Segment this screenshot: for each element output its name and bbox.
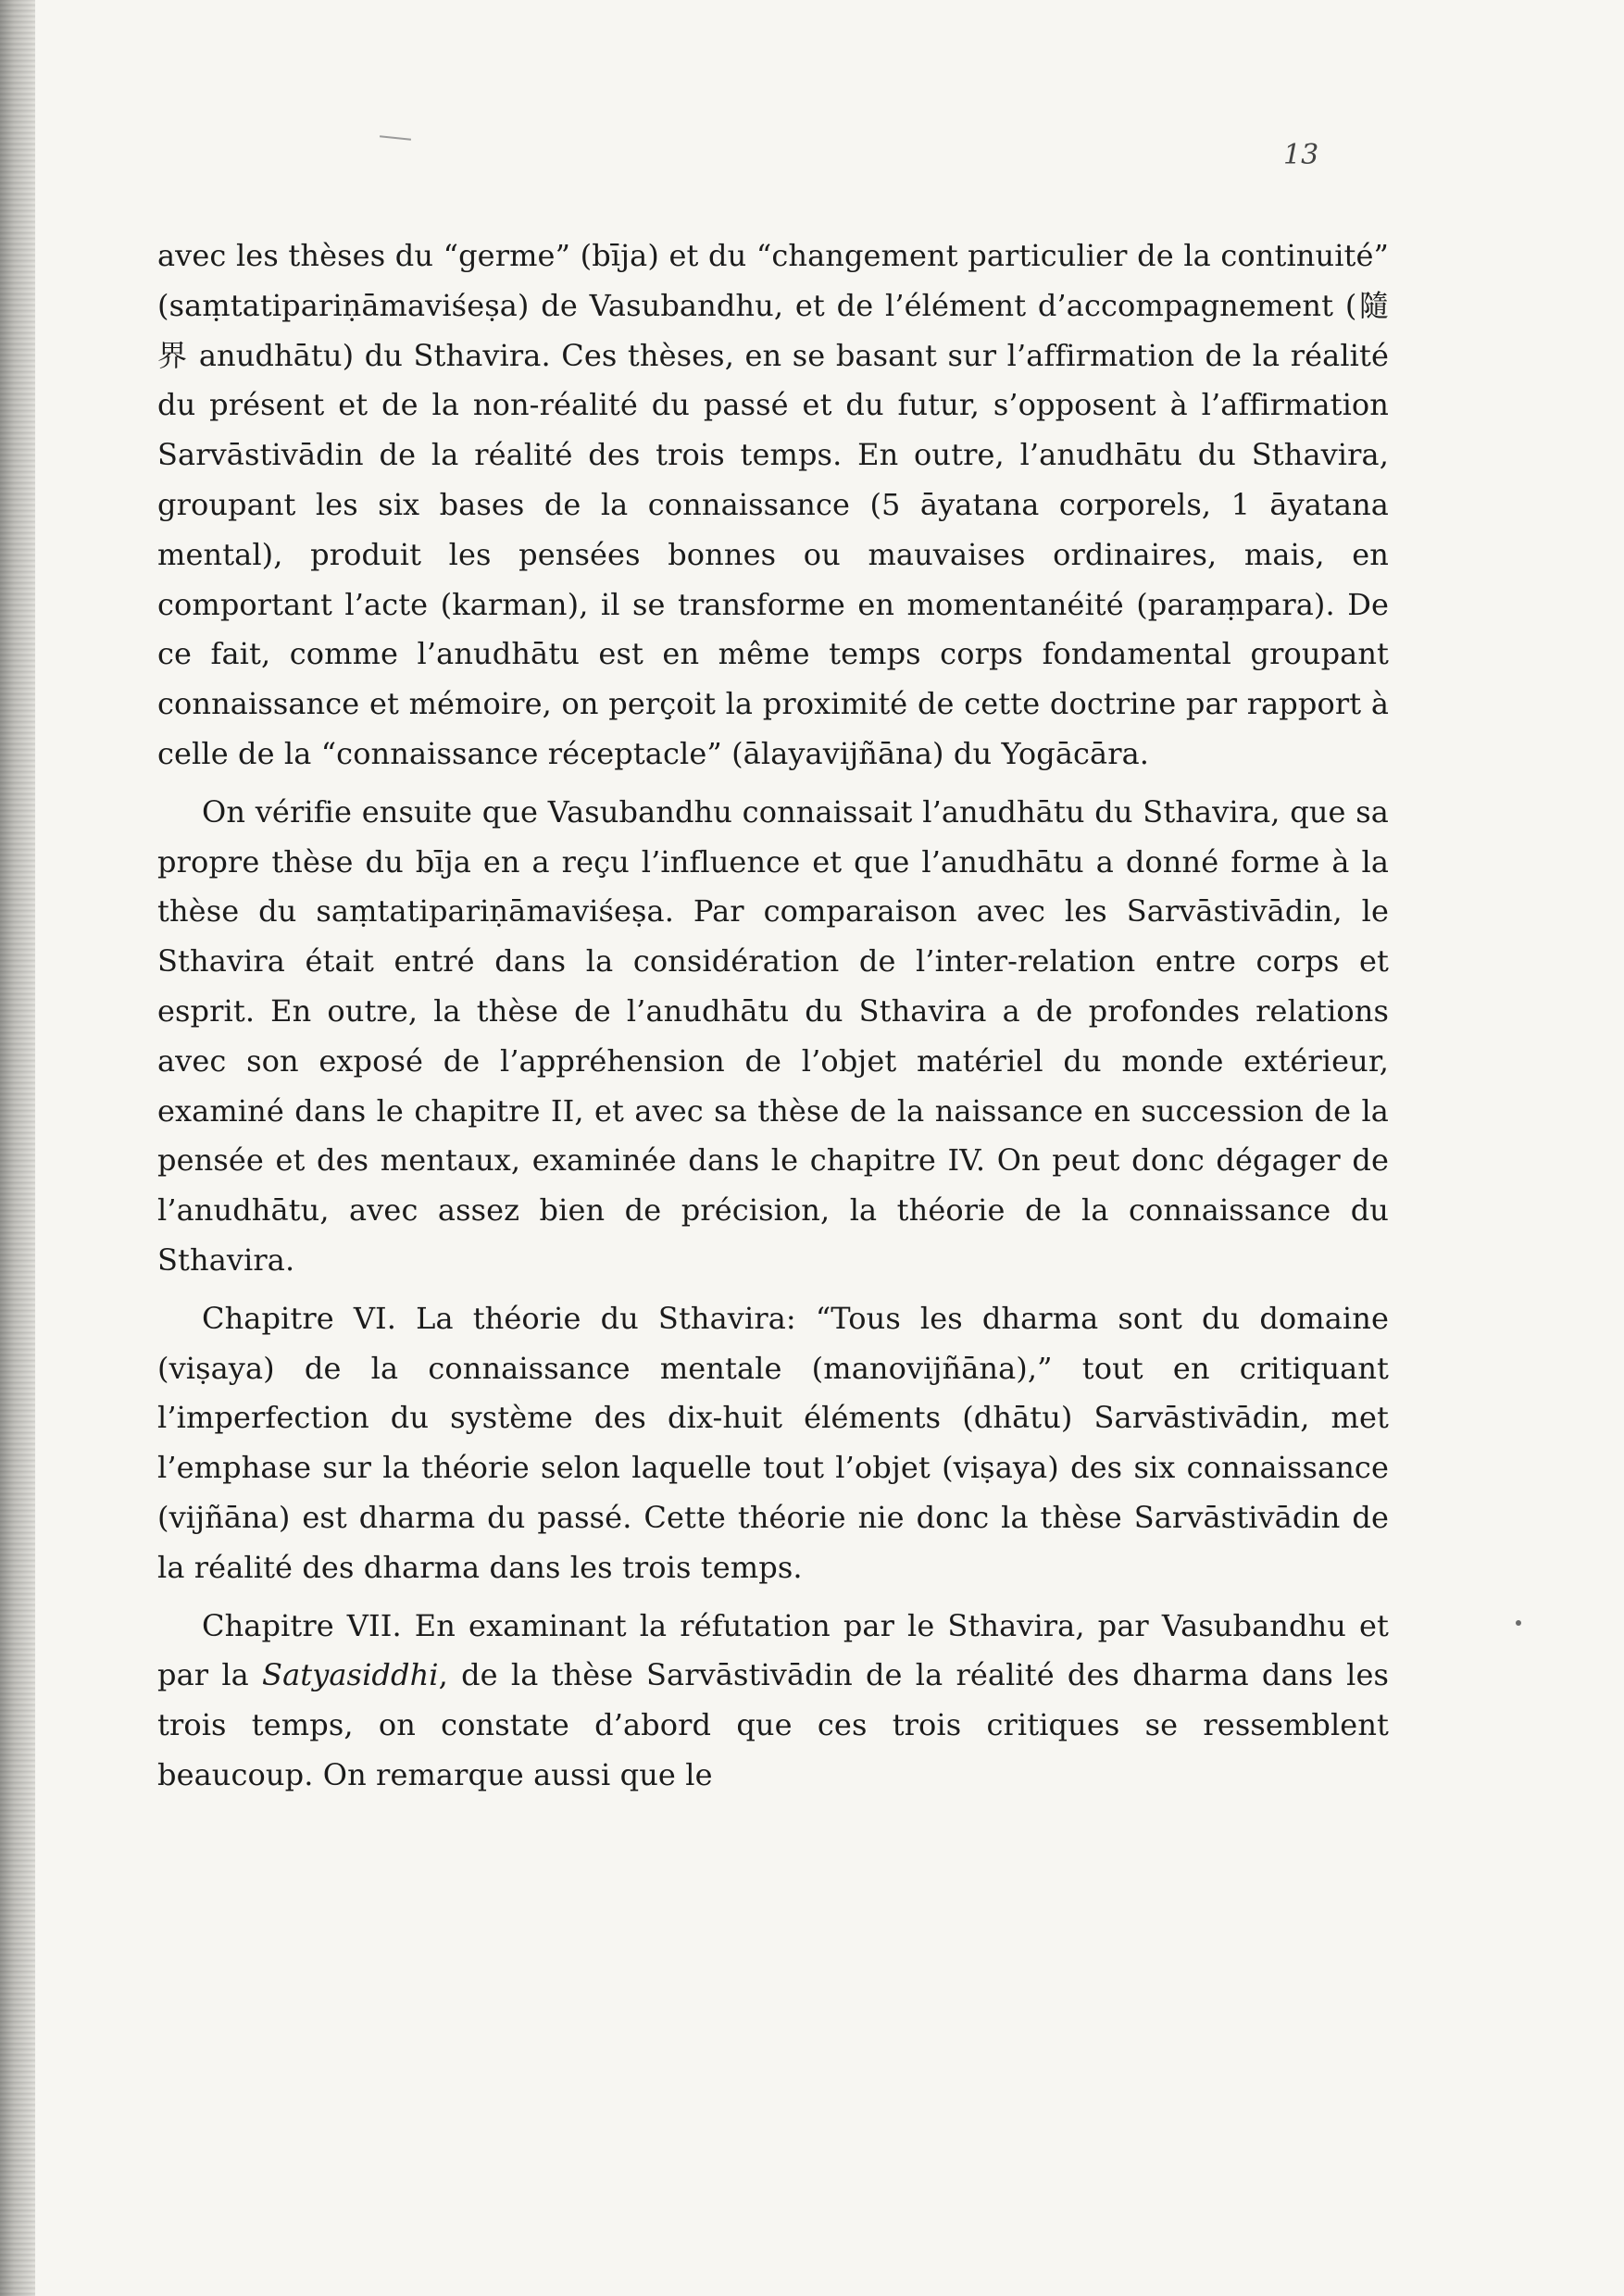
paragraph-4-text-end: , de la thèse Sarvāstivādin de la réalité des dharma dans les trois temps, on constate d’abord que ces trois critiques se ressemblent beaucoup. On remarque aussi que le <box>157 1657 1389 1792</box>
scan-edge-shadow <box>0 0 35 2296</box>
stray-mark <box>380 135 411 141</box>
paragraph-2: On vérifie ensuite que Vasubandhu connaissait l’anudhātu du Sthavira, que sa propre thèse du bīja en a reçu l’influence et que l’anudhātu a donné forme à la thèse du saṃtatipariṇāmaviśeṣa. Par comparaison avec les Sarvāstivādin, le Sthavira était entré dans la considération de l’inter-relation entre corps et esprit. En outre, la thèse de l’anudhātu du Sthavira a de profondes relations avec son exposé de l’appréhension de l’objet matériel du monde extérieur, examiné dans le chapitre II, et avec sa thèse de la naissance en succession de la pensée et des mentaux, examinée dans le chapitre IV. On peut donc dégager de l’anudhātu, avec assez bien de précision, la théorie de la connaissance du Sthavira. <box>157 793 1389 1278</box>
paragraph-3-chapitre-vi: Chapitre VI. La théorie du Sthavira: “Tous les dharma sont du domaine (viṣaya) de la connaissance mentale (manovijñāna),” tout en critiquant l’imperfection du système des dix-huit éléments (dhātu) Sarvāstivādin, met l’emphase sur la théorie selon laquelle tout l’objet (viṣaya) des six connaissance (vijñāna) est dharma du passé. Cette théorie nie donc la thèse Sarvāstivādin de la réalité des dharma dans les trois temps. <box>157 1300 1389 1585</box>
paragraph-1: avec les thèses du “germe” (bīja) et du “changement particulier de la continuité” (saṃtatipariṇāmaviśeṣa) de Vasubandhu, et de l’élément d’accompagnement (隨界 anudhātu) du Sthavira. Ces thèses, en se basant sur l’affirmation de la réalité du présent et de la non-réalité du passé et du futur, s’opposent à l’affirmation Sarvāstivādin de la réalité des trois temps. En outre, l’anudhātu du Sthavira, groupant les six bases de la connaissance (5 āyatana corporels, 1 āyatana mental), produit les pensées bonnes ou mauvaises ordinaires, mais, en comportant l’acte (karman), il se transforme en momentanéité (paraṃpara). De ce fait, comme l’anudhātu est en même temps corps fondamental groupant connaissance et mémoire, on perçoit la proximité de cette doctrine par rapport à celle de la “connaissance réceptacle” (ālayavijñāna) du Yogācāra. <box>157 238 1389 771</box>
paragraph-4-text-start: Chapitre VII. En examinant la réfutation par le Sthavira, par Vasubandhu et par la <box>157 1607 1389 1693</box>
paragraph-4-chapitre-vii <box>157 1602 1389 1801</box>
stray-speck <box>1516 1620 1521 1626</box>
body-text <box>157 231 1389 1809</box>
paragraph-4-italic-title: Satyasiddhi <box>262 1657 439 1693</box>
page-number: 13 <box>1283 139 1319 171</box>
